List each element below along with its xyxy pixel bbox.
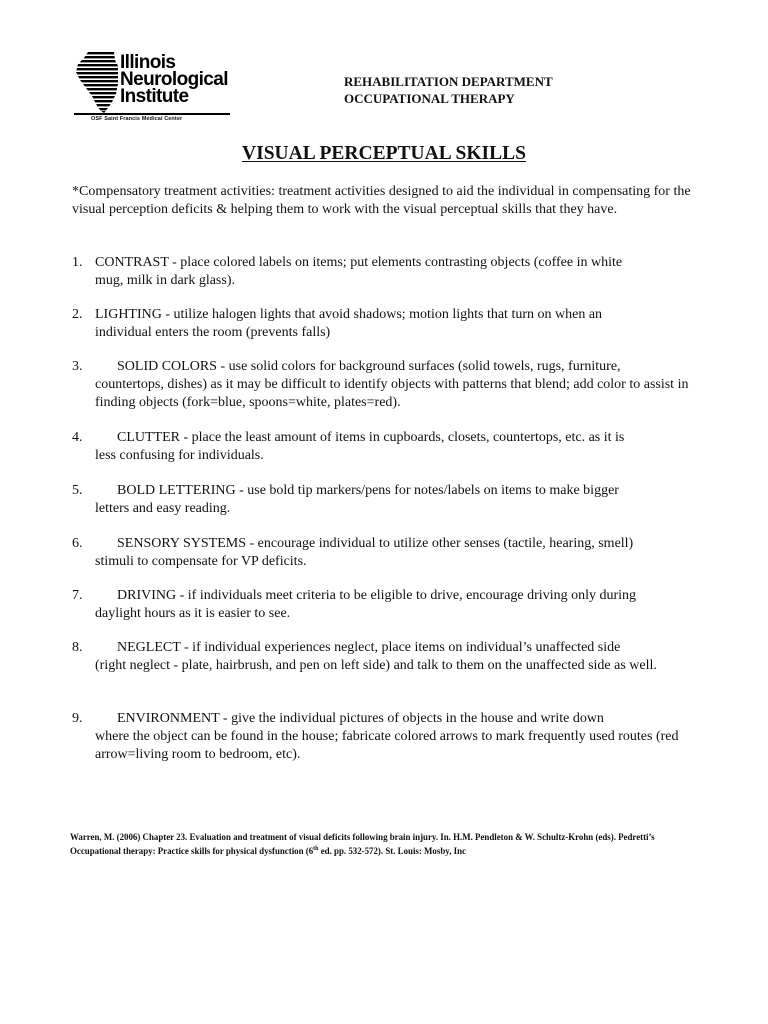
item-number: 4. — [72, 430, 83, 445]
item-number: 9. — [72, 711, 83, 726]
reference-part-1: Warren, M. (2006) Chapter 23. Evaluation and treatment of visual deficits following brain injury. In. H.M. Pendleton & W. Schultz-Krohn (eds). Pedretti’s Occupational therapy: Practice skills for physical dysfunction (6 — [70, 832, 655, 856]
item-number: 7. — [72, 588, 83, 603]
reference-part-2: ed. pp. 532-572). St. Louis: Mosby, Inc — [318, 846, 466, 856]
item-line-1: NEGLECT - if individual experiences neglect, place items on individual’s unaffected side — [117, 640, 621, 655]
item-line-1: SENSORY SYSTEMS - encourage individual to utilize other senses (tactile, hearing, smell) — [117, 536, 634, 551]
item-number: 8. — [72, 640, 83, 655]
item-continuation: letters and easy reading. — [95, 501, 231, 516]
logo-line-2: Neurological — [120, 69, 228, 90]
item-line-1: BOLD LETTERING - use bold tip markers/pens for notes/labels on items to make bigger — [117, 483, 619, 498]
logo-divider — [74, 113, 230, 115]
item-continuation: less confusing for individuals. — [95, 448, 264, 463]
logo-subline: OSF Saint Francis Medical Center — [91, 116, 183, 122]
item-line-1: CONTRAST - place colored labels on items; put elements contrasting objects (coffee in white — [95, 255, 623, 270]
item-continuation: individual enters the room (prevents falls) — [95, 325, 331, 340]
logo-wordmark — [120, 54, 228, 105]
item-number: 1. — [72, 255, 83, 270]
reference-citation — [70, 830, 700, 858]
intro-paragraph: *Compensatory treatment activities: treatment activities designed to aid the individual in compensating for the visual perception deficits & helping them to work with the visual perceptual skills that they have. — [72, 184, 691, 217]
item-number: 3. — [72, 359, 83, 374]
item-continuation: daylight hours as it is easier to see. — [95, 606, 291, 621]
item-number: 6. — [72, 536, 83, 551]
item-continuation: where the object can be found in the house; fabricate colored arrows to mark frequently used routes (red arrow=living room to bedroom, etc). — [95, 729, 679, 762]
item-line-1: DRIVING - if individuals meet criteria to be eligible to drive, encourage driving only during — [117, 588, 637, 603]
item-number: 5. — [72, 483, 83, 498]
department-header — [344, 73, 553, 107]
item-continuation: (right neglect - plate, hairbrush, and pen on left side) and talk to them on the unaffected side as well. — [95, 658, 657, 673]
item-line-1: ENVIRONMENT - give the individual pictures of objects in the house and write down — [117, 711, 604, 726]
department-line-1: REHABILITATION DEPARTMENT — [344, 74, 553, 89]
item-continuation: mug, milk in dark glass). — [95, 273, 235, 288]
item-line-1: CLUTTER - place the least amount of items in cupboards, closets, countertops, etc. as it is — [117, 430, 625, 445]
item-number: 2. — [72, 307, 83, 322]
item-line-1: LIGHTING - utilize halogen lights that avoid shadows; motion lights that turn on when an — [95, 307, 603, 322]
page-title: VISUAL PERCEPTUAL SKILLS — [242, 143, 526, 164]
department-line-2: OCCUPATIONAL THERAPY — [344, 91, 515, 106]
logo-line-1: Illinois — [120, 52, 176, 73]
item-line-1: SOLID COLORS - use solid colors for background surfaces (solid towels, rugs, furniture, — [117, 359, 621, 374]
item-continuation: countertops, dishes) as it may be difficult to identify objects with patterns that blend; add color to assist in finding objects (fork=blue, spoons=white, plates=red). — [95, 377, 689, 410]
institute-logo — [74, 50, 234, 132]
item-continuation: stimuli to compensate for VP deficits. — [95, 554, 307, 569]
illinois-state-icon — [74, 50, 122, 114]
logo-line-3: Institute — [120, 86, 189, 107]
reference-superscript: th — [313, 846, 319, 853]
